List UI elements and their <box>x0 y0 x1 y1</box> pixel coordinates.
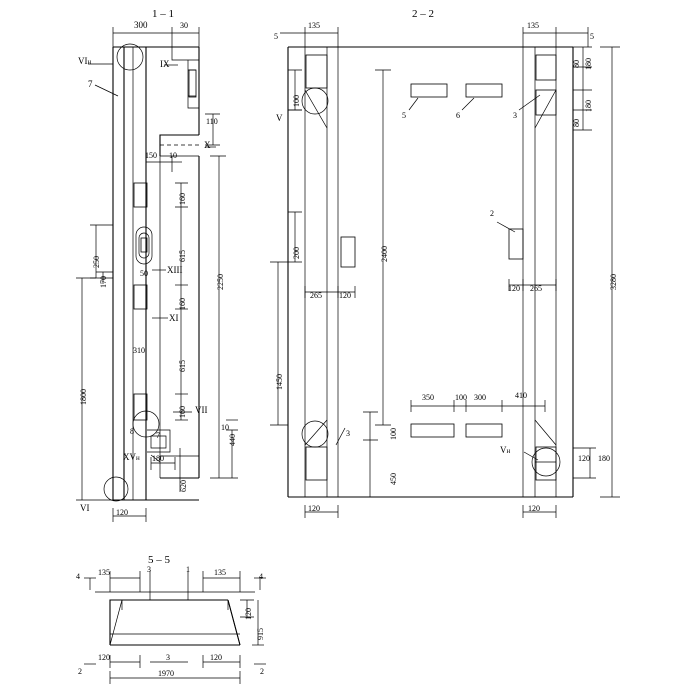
dim-110-right: 110 <box>206 117 218 126</box>
mark-XIII: XIII <box>167 265 183 275</box>
callout-8: 8 <box>130 427 134 436</box>
dim-100-left-bottom: 100 <box>389 428 398 440</box>
dim-160-b: 160 <box>178 298 187 310</box>
dim-300-top: 300 <box>134 20 148 30</box>
dim-100-left-top: 100 <box>292 95 301 107</box>
dim-80-r1: 80 <box>572 60 581 68</box>
callout-3-top: 3 <box>513 111 517 120</box>
dim-80-r2: 80 <box>572 119 581 127</box>
dim-160-a: 160 <box>178 193 187 205</box>
dim-120-bottom-1-1: 120 <box>116 508 128 517</box>
section-1-1-geometry <box>76 27 238 522</box>
mark-VI-bottom: VI <box>80 503 90 513</box>
dim-120-br: 120 <box>578 454 590 463</box>
dim-30-top: 30 <box>180 21 188 30</box>
dim-120-bottom-right-5-5: 120 <box>210 653 222 662</box>
dim-300-row: 300 <box>474 393 486 402</box>
dim-450: 450 <box>389 473 398 485</box>
dim-615-a: 615 <box>178 250 187 262</box>
dim-1-top: 1 <box>186 565 190 574</box>
section-5-5-title: 5 – 5 <box>148 554 170 566</box>
dim-120-bottom-left-5-5: 120 <box>98 653 110 662</box>
callout-2: 2 <box>490 209 494 218</box>
section-1-1-title: 1 – 1 <box>152 8 174 20</box>
dim-915: 915 <box>256 628 265 640</box>
callout-7: 7 <box>156 431 160 440</box>
dim-3-bottom: 3 <box>166 653 170 662</box>
dim-160-c: 160 <box>178 406 187 418</box>
dim-180: 180 <box>152 454 164 463</box>
technical-drawing-sheet: 1 – 1 300 30 VIн IX 7 X 110 150 10 160 615 250 170 50 XIII 160 XI 310 615 1800 2250 160 VII 8 7 10 440 XVн 180 620 VI 120 2 – 2 5 135 135 5 180 80 180 80 100 V 5 6 3 2400 3280 200 1450 2 265 120 120 265 350 100 300 410 100 450 3 Vн 120 180 120 120 5 – 5 4 135 3 1 135 4 120 915 120 3 120 1970 2 2 <box>0 0 700 700</box>
mark-VI-top: VIн <box>78 56 92 66</box>
dim-2400: 2400 <box>380 246 389 262</box>
dim-180-r1: 180 <box>584 58 593 70</box>
dim-265-right: 265 <box>530 284 542 293</box>
callout-5: 5 <box>402 111 406 120</box>
dim-350: 350 <box>422 393 434 402</box>
dim-120-right-mid: 120 <box>508 284 520 293</box>
dim-265-left: 265 <box>310 291 322 300</box>
callout-1: 7 <box>88 79 93 89</box>
dim-3280: 3280 <box>609 274 618 290</box>
dim-1800: 1800 <box>79 389 88 405</box>
dim-135-left: 135 <box>308 21 320 30</box>
dim-135-right-5-5: 135 <box>214 568 226 577</box>
dim-615-b: 615 <box>178 360 187 372</box>
mark-XV: XVн <box>123 452 140 462</box>
dim-100-row: 100 <box>455 393 467 402</box>
dim-250: 250 <box>92 256 101 268</box>
section-5-5-geometry <box>84 568 266 684</box>
section-2-2-title: 2 – 2 <box>412 8 434 20</box>
dim-410: 410 <box>515 391 527 400</box>
dim-1970: 1970 <box>158 669 174 678</box>
dim-50: 50 <box>140 269 148 278</box>
mark-XI: XI <box>169 313 179 323</box>
dim-200-left: 200 <box>292 247 301 259</box>
mark-4-left: 4 <box>76 572 80 581</box>
dim-135-right: 135 <box>527 21 539 30</box>
dim-150: 150 <box>145 151 157 160</box>
mark-2-right: 2 <box>260 667 264 676</box>
dim-135-left-5-5: 135 <box>98 568 110 577</box>
dim-120-bottom-right-2-2: 120 <box>528 504 540 513</box>
mark-4-right: 4 <box>259 572 263 581</box>
dim-1450: 1450 <box>275 374 284 390</box>
dim-120-bottom-left-2-2: 120 <box>308 504 320 513</box>
dim-180-r2: 180 <box>584 100 593 112</box>
dim-120-height: 120 <box>244 608 253 620</box>
mark-2-left: 2 <box>78 667 82 676</box>
mark-X: X <box>204 140 211 150</box>
dim-310: 310 <box>133 346 145 355</box>
callout-6: 6 <box>456 111 460 120</box>
dim-5-right: 5 <box>590 32 594 41</box>
mark-VII: VII <box>195 405 208 415</box>
dim-120-left-mid: 120 <box>339 291 351 300</box>
dim-10-inner: 10 <box>169 151 177 160</box>
dim-620: 620 <box>179 480 188 492</box>
mark-IX: IX <box>160 59 170 69</box>
mark-V-bottom: Vн <box>500 445 511 455</box>
dim-170: 170 <box>99 276 108 288</box>
dim-5-left: 5 <box>274 32 278 41</box>
dim-2250: 2250 <box>216 274 225 290</box>
mark-V-top: V <box>276 113 283 123</box>
dim-10-b: 10 <box>221 423 229 432</box>
section-2-2-geometry <box>270 27 620 518</box>
dim-3-top: 3 <box>147 565 151 574</box>
callout-3-bottom: 3 <box>346 429 350 438</box>
dim-180-br: 180 <box>598 454 610 463</box>
